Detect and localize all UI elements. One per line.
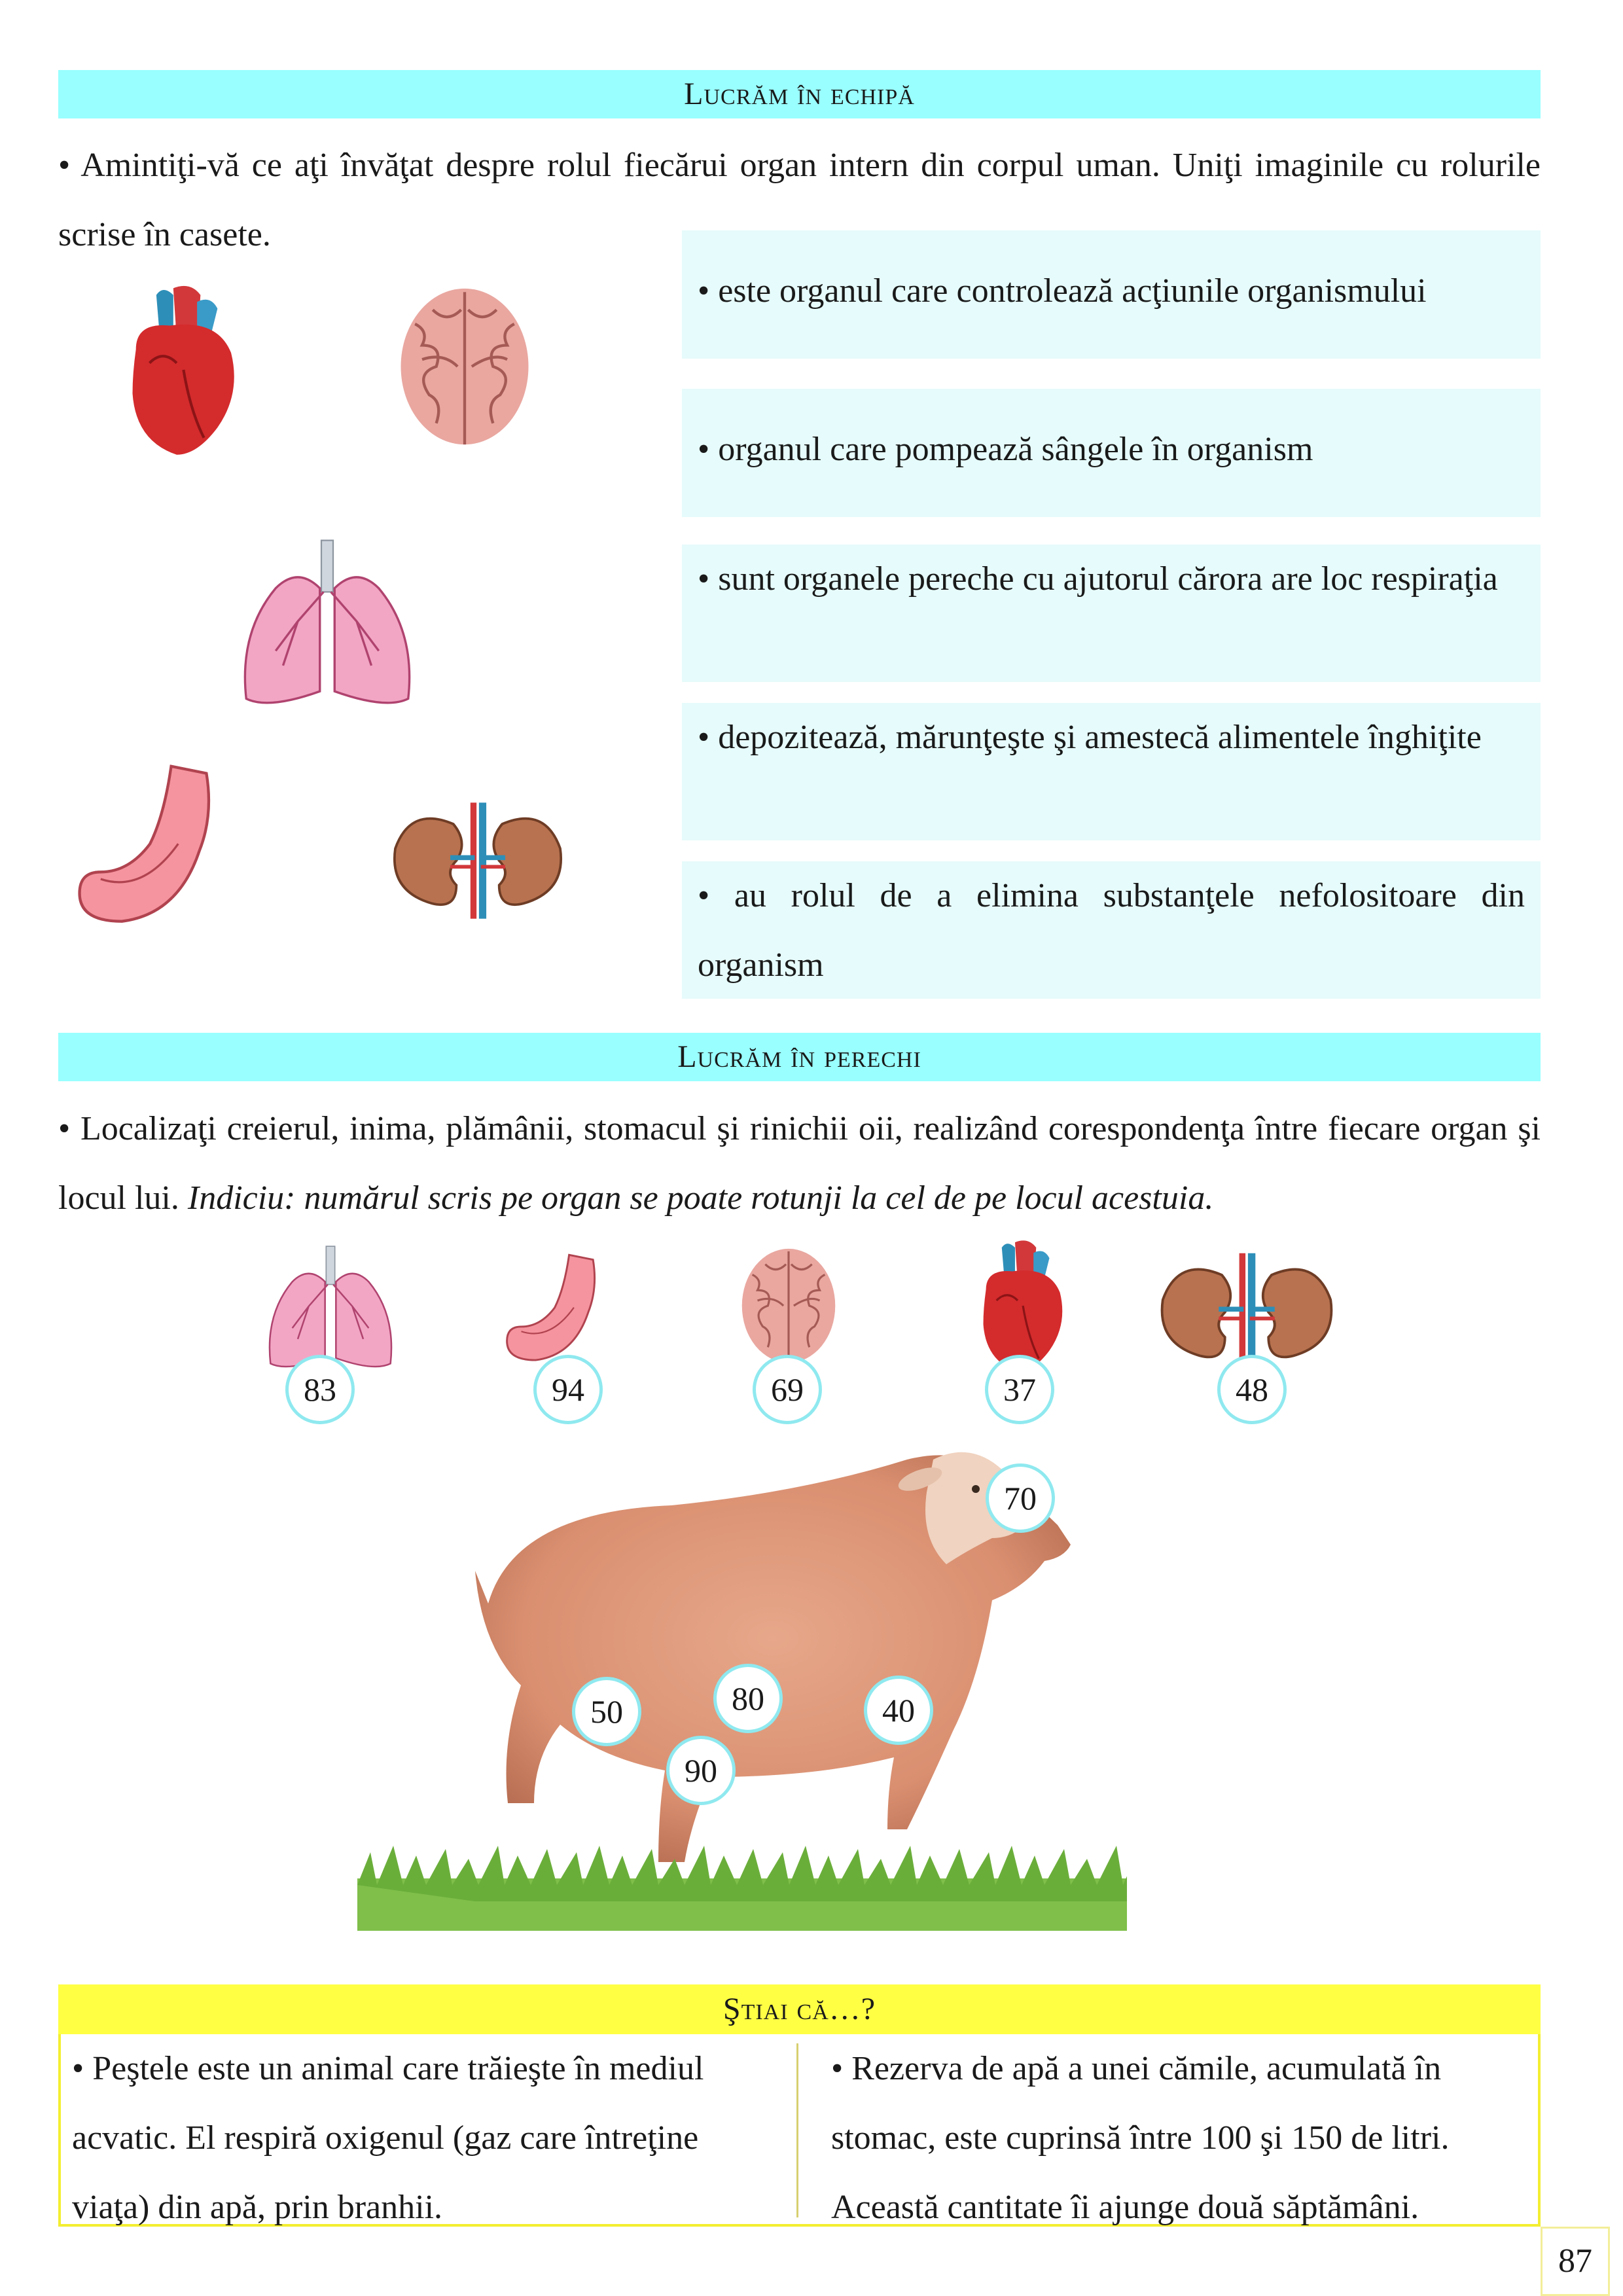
fact-left: • Peştele este un animal care trăieşte în mediul acvatic. El respiră oxigenul (gaz care întreţine viaţa) din apă, prin branhii.: [72, 2050, 704, 2226]
sheep-mark-stomach[interactable]: 90: [666, 1736, 736, 1805]
role-text: • sunt organele pereche cu ajutorul cărora are loc respiraţia: [698, 560, 1498, 598]
heart-icon[interactable]: [962, 1237, 1073, 1374]
brain-icon[interactable]: [733, 1244, 844, 1368]
brain-icon[interactable]: [393, 281, 537, 452]
page-number: 87: [1541, 2227, 1610, 2296]
role-text: • este organul care controlează acţiunile organismului: [698, 272, 1427, 310]
sheep-mark-lungs[interactable]: 80: [713, 1664, 783, 1733]
stomach-icon[interactable]: [72, 759, 242, 942]
facts-divider: [796, 2043, 798, 2217]
role-text: • depozitează, mărunţeşte şi amestecă alimentele înghiţite: [698, 719, 1482, 756]
instruction-text: • Localizaţi creierul, inima, plămânii, stomacul şi rinichii oii, realizând corespondenţa între fiecare organ şi locul lui.: [58, 1110, 1541, 1217]
hint-text: Indiciu: numărul scris pe organ se poate rotunji la cel de pe locul acestuia.: [187, 1179, 1214, 1217]
heart-icon[interactable]: [105, 281, 249, 458]
sheep-mark-heart[interactable]: 40: [864, 1676, 933, 1745]
role-text: • organul care pompează sângele în organism: [698, 431, 1313, 468]
section-title-team: Lucrăm în echipă: [58, 70, 1541, 118]
role-box-heart[interactable]: [682, 389, 1541, 517]
role-box-stomach[interactable]: [682, 703, 1541, 840]
role-box-brain[interactable]: [682, 230, 1541, 359]
lungs-icon[interactable]: [255, 1244, 406, 1374]
organ-number-stomach[interactable]: 94: [533, 1355, 603, 1424]
facts-title: Ştiai că…?: [58, 1984, 1541, 2034]
organ-number-brain[interactable]: 69: [753, 1355, 822, 1424]
organ-number-lungs[interactable]: 83: [285, 1355, 355, 1424]
instruction-pairs: [58, 1094, 1541, 1233]
lungs-icon[interactable]: [229, 537, 425, 713]
section-title-pairs: Lucrăm în perechi: [58, 1033, 1541, 1081]
instruction-team: • Amintiţi-vă ce aţi învăţat despre rolul fiecărui organ intern din corpul uman. Uniţi imaginile cu rolurile scrise în casete.: [58, 147, 1541, 253]
organ-number-heart[interactable]: 37: [985, 1355, 1054, 1424]
role-box-kidneys[interactable]: [682, 861, 1541, 999]
role-text: • au rolul de a elimina substanţele nefolositoare din organism: [698, 877, 1525, 984]
sheep-mark-kidneys[interactable]: 50: [572, 1677, 641, 1746]
role-box-lungs[interactable]: [682, 545, 1541, 682]
fact-right: • Rezerva de apă a unei cămile, acumulată în stomac, este cuprinsă între 100 şi 150 de litri. Această cantitate îi ajunge două săptămâni.: [831, 2050, 1450, 2226]
sheep-mark-brain[interactable]: 70: [986, 1463, 1055, 1533]
kidneys-icon[interactable]: [386, 798, 569, 923]
organ-number-kidneys[interactable]: 48: [1217, 1355, 1287, 1424]
